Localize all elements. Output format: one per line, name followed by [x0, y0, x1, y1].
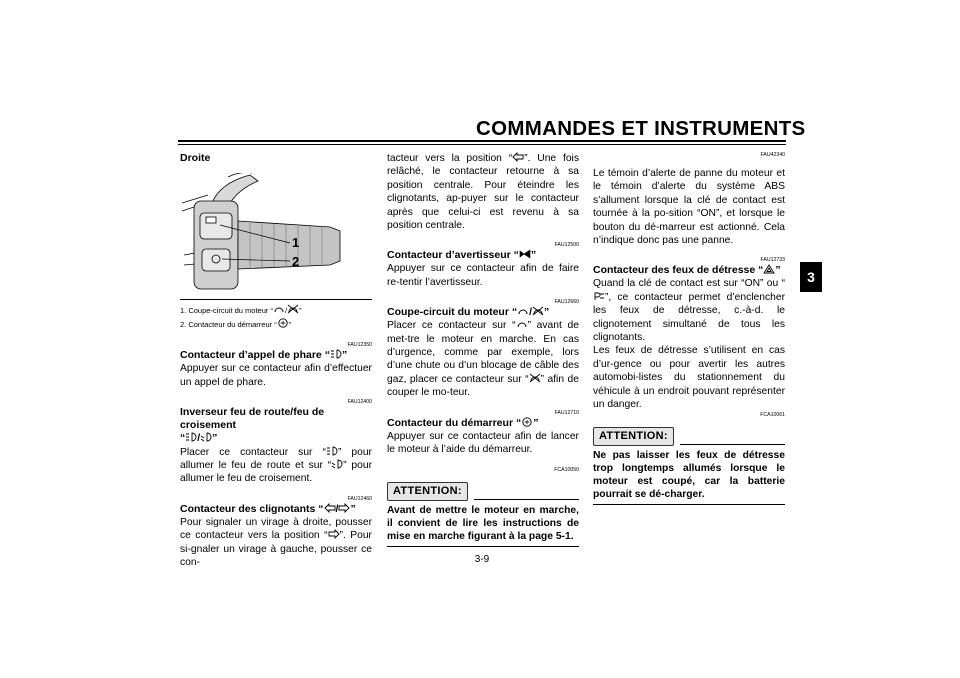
handlebar-switch-illustration	[180, 173, 350, 295]
ref-code: FCA10061	[760, 411, 785, 418]
callout-2: 2	[292, 254, 300, 270]
ref-code: FAU12660	[554, 299, 579, 306]
high-beam-icon	[185, 432, 197, 442]
page-title: COMMANDES ET INSTRUMENTS	[476, 117, 806, 140]
page-number: 3-9	[474, 554, 490, 565]
engine-run-icon	[516, 319, 528, 329]
turn-left-icon	[324, 503, 336, 513]
section-heading: Coupe-circuit du moteur “ / ”	[387, 306, 550, 319]
section-body: Les feux de détresse s’utilisent en cas d’ur-gence ou pour avertir les autres automobi-listes du stationnement du véhicule à un endroit pouvant représenter un danger.	[593, 345, 785, 411]
low-beam-icon	[331, 459, 343, 469]
section-subheading: “ / ”	[180, 432, 218, 445]
low-beam-icon	[200, 432, 212, 442]
section-body: tacteur vers la position “ ”. Une fois relâché, le contacteur retourne à sa position centrale. Pour éteindre les clignotants, ap-puyer sur le contacteur après que celui-ci est revenu à sa position centrale.	[387, 153, 579, 232]
section-body: Placer ce contacteur sur “ ” pour allumer le feu de route et sur “ ” pour allumer le feu de croisement.	[180, 446, 373, 485]
section-heading: Contacteur d’avertisseur “ ”	[387, 249, 537, 262]
engine-stop-icon	[287, 304, 299, 314]
header-rule-thin	[178, 144, 786, 145]
attention-rule	[680, 444, 785, 445]
callout-1: 1	[292, 235, 300, 251]
ref-code: FAU12350	[347, 342, 372, 349]
section-body: Quand la clé de contact est sur “ON” ou “”, ce contacteur permet d’enclencher les feux de détresse, c.-à-d. le clignotement simultané de tous les clignotants.	[593, 278, 785, 344]
section-heading: Inverseur feu de route/feu de croisement	[180, 406, 325, 432]
header-rule	[178, 140, 786, 142]
section-heading: Contacteur d’appel de phare “ ”	[180, 349, 348, 362]
attention-header	[593, 427, 785, 446]
section-body: Pour signaler un virage à droite, pousser ce contacteur vers la position “ ”. Pour si-gnaler un virage à gauche, pousser ce con-	[180, 516, 372, 569]
section-heading: Contacteur du démarreur “ ”	[387, 416, 539, 429]
ref-code: FAU12710	[554, 409, 579, 416]
starter-icon	[521, 417, 533, 427]
column-1	[180, 152, 372, 569]
hazard-icon	[763, 264, 775, 274]
starter-icon	[277, 318, 289, 328]
ref-code: FAU12500	[554, 242, 579, 249]
section-body: Appuyer sur ce contacteur afin d’effectuer un appel de phare.	[180, 363, 372, 388]
attention-rule	[474, 499, 579, 500]
horn-icon	[519, 249, 531, 259]
ref-code: FCA10050	[554, 466, 579, 473]
turn-right-icon	[338, 503, 350, 513]
figure-heading: Droite	[180, 152, 211, 164]
chapter-tab: 3	[800, 262, 822, 292]
section-heading: Contacteur des feux de détresse “ ”	[593, 264, 781, 277]
attention-header	[387, 482, 579, 501]
column-3	[593, 152, 785, 505]
section-body: Placer ce contacteur sur “ ” avant de met-tre le moteur en marche. En cas d’urgence, comme par exemple, lors d’une chute ou d’un blocage de câble des gaz, placer ce contacteur sur “ ” afin de couper le mo-teur.	[387, 320, 579, 399]
section-heading: Contacteur des clignotants “ / ”	[180, 502, 356, 515]
ref-code: FAU42340	[760, 152, 785, 158]
handlebar-switch-figure	[180, 173, 350, 295]
engine-run-icon	[517, 306, 529, 316]
attention-label: ATTENTION:	[593, 427, 674, 446]
section-body: Le témoin d’alerte de panne du moteur et le témoin d’alerte du système ABS s’allument lorsque la clé de contact est tournée à la po-sition “ON”, et lorsque le bouton du dé-marreur est actionné. Cela n’indique donc pas une panne.	[593, 168, 785, 247]
high-beam-icon	[326, 446, 338, 456]
attention-text: Avant de mettre le moteur en marche, il convient de lire les instructions de mise en marche figurant à la page 5-1.	[387, 504, 579, 547]
turn-left-icon	[512, 152, 524, 162]
column-2	[387, 152, 579, 547]
parking-icon	[593, 291, 605, 301]
caption-item-2: 2. Contacteur du démarreur “ ”	[180, 320, 292, 330]
turn-right-icon	[328, 529, 340, 539]
engine-stop-icon	[529, 373, 541, 383]
attention-label: ATTENTION:	[387, 482, 468, 501]
section-body: Appuyer sur ce contacteur afin de lancer le moteur à l’aide du démarreur.	[387, 430, 579, 456]
caption-item-1: 1. Coupe-circuit du moteur “ / ”	[180, 306, 302, 316]
section-body: Appuyer sur ce contacteur afin de faire re-tentir l’avertisseur.	[387, 263, 579, 288]
engine-run-icon	[273, 304, 285, 314]
figure-caption	[180, 299, 372, 332]
engine-stop-icon	[532, 306, 544, 316]
ref-code: FAU12400	[347, 399, 372, 406]
pass-light-icon	[330, 349, 342, 359]
ref-code: FAU12460	[347, 495, 372, 502]
attention-text: Ne pas laisser les feux de détresse trop longtemps allumés lorsque le moteur est coupé, car la batterie pourrait se dé-charger.	[593, 449, 785, 505]
ref-code: FAU12733	[760, 257, 785, 264]
